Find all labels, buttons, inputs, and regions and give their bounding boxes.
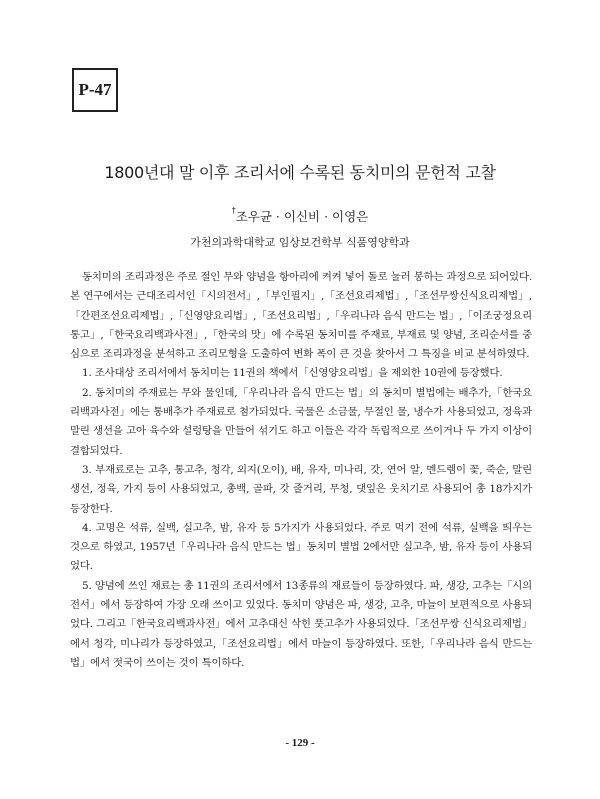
page-number: - 129 -	[285, 737, 315, 749]
abstract-paragraph-intro: 동치미의 조리과정은 주로 절인 무와 양념을 항아리에 켜켜 넣어 돌로 눌러 봉하는 과정으로 되어있다. 본 연구에서는 근대조리서인「시의전서」,「부인필지」,「조선요리제법」,「조선무쌍신식요리제법」,「간편조선요리제법」,「신영양요리법」,「조선요리법」,「우리나라 음식 만드는 법」,「이조궁정요리통고」,「한국요리백과사전」,「한국의 맛」에 수록된 동치미를 주재료, 부재료 및 양념, 조리순서를 중심으로 조리과정을 분석하고 조리모형을 도출하여 변화 폭이 큰 것을 찾아서 그 특징을 비교 분석하였다.	[70, 271, 532, 361]
abstract-paragraph-5: 5. 양념에 쓰인 재료는 총 11권의 조리서에서 13종류의 재료들이 등장하였다. 파, 생강, 고추는「시의전서」에서 등장하여 가장 오래 쓰이고 있었다. 동치미 양념은 파, 생강, 고추, 마늘이 보편적으로 사용되었다. 그리고「한국요리백과사전」에서 고추대신 삭힌 풋고추가 사용되었다.「조선무쌍 신식요리제법」에서 청각, 미나리가 등장하였고,「조선요리법」에서 마늘이 등장하였다. 또한,「우리나라 음식 만드는 법」에서 젓국이 쓰이는 것이 특이하다.	[70, 579, 532, 669]
paper-title: 1800년대 말 이후 조리서에 수록된 동치미의 문헌적 고찰	[104, 163, 496, 182]
abstract-paragraph-3: 3. 부재료로는 고추, 통고추, 청각, 외지(오이), 배, 유자, 미나리, 갓, 연어 알, 멘드렘이 꽃, 죽순, 말린 생선, 정육, 가지 등이 사용되었고, 총백, 골파, 갓 줄거리, 무청, 댓잎은 웃치기로 사용되어 총 18가지가 등장한다.	[70, 463, 532, 515]
abstract-code-box	[72, 68, 118, 112]
abstract-body	[70, 268, 532, 673]
abstract-code: P-47	[78, 80, 112, 99]
abstract-paragraph-4: 4. 고명은 석류, 실백, 실고추, 밤, 유자 등 5가지가 사용되었다. 주로 먹기 전에 석류, 실백을 띄우는 것으로 하였고, 1957년「우리나라 음식 만드는 법」동치미 별법 2에서만 실고추, 밤, 유자 등이 사용되었다.	[70, 521, 532, 573]
author-line	[0, 207, 600, 225]
corresponding-dagger: †	[231, 206, 236, 215]
abstract-paragraph-2: 2. 동치미의 주재료는 무와 물인데,「우리나라 음식 만드는 법」의 동치미 별법에는 배추가,「한국요리백과사전」에는 통배추가 주재료로 첨가되었다. 국물은 소금물, 무절인 물, 냉수가 사용되었고, 정육과 말린 생선을 고아 육수와 설렁탕을 만들어 섞기도 하고 이들은 각각 독립적으로 쓰이거나 두 가지 이상이 결합되었다.	[70, 386, 532, 457]
affiliation: 가천의과학대학교 임상보건학부 식품영양학과	[190, 236, 410, 249]
author-names: 조우균 · 이신비 · 이영은	[235, 209, 369, 224]
abstract-paragraph-1: 1. 조사대상 조리서에서 동치미는 11권의 책에서「신영양요리법」을 제외한 10권에 등장했다.	[82, 367, 503, 380]
